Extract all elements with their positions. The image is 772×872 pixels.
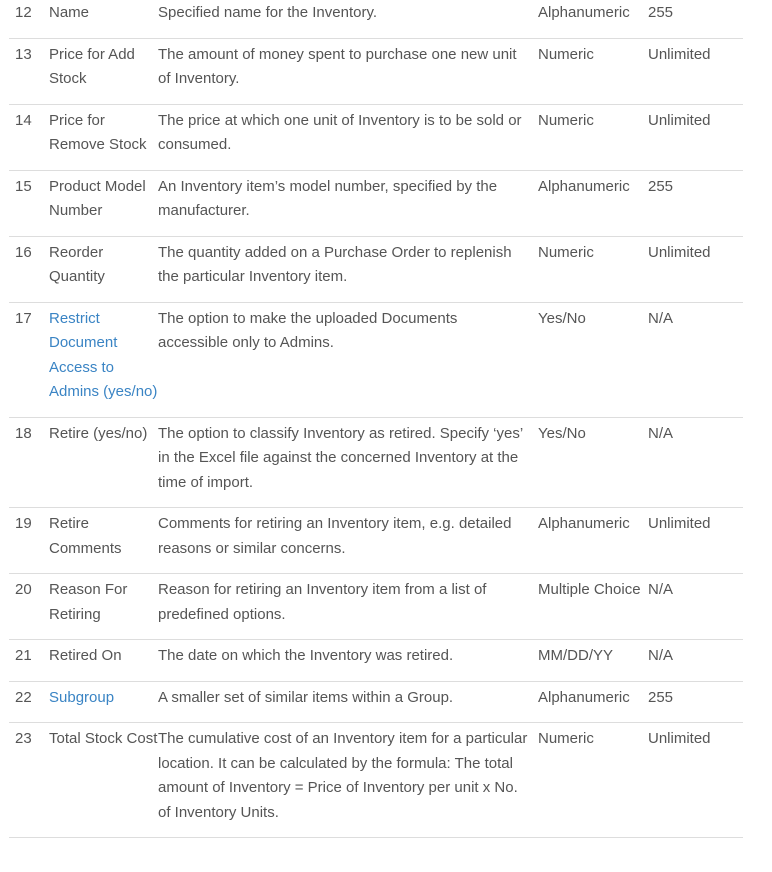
max-length-cell: Unlimited: [648, 723, 743, 838]
row-number-cell: 12: [9, 0, 49, 38]
max-length-cell: Unlimited: [648, 236, 743, 302]
data-type-cell: Numeric: [538, 723, 648, 838]
field-name-link[interactable]: Subgroup: [49, 688, 115, 706]
data-type-cell: MM/DD/YY: [538, 640, 648, 682]
row-number-cell: 16: [9, 236, 49, 302]
max-length-cell: 255: [648, 0, 743, 38]
field-name-cell: Retired On: [49, 640, 158, 682]
row-number-cell: 15: [9, 170, 49, 236]
max-length-cell: Unlimited: [648, 508, 743, 574]
table-row: [9, 104, 743, 170]
table-row: [9, 38, 743, 104]
field-name-link[interactable]: Restrict Document Access to Admins (yes/no): [49, 309, 158, 400]
field-name-cell: [49, 681, 158, 723]
data-type-cell: Yes/No: [538, 302, 648, 417]
field-name-cell: Product Model Number: [49, 170, 158, 236]
data-type-cell: Alphanumeric: [538, 0, 648, 38]
max-length-cell: Unlimited: [648, 104, 743, 170]
row-number-cell: 14: [9, 104, 49, 170]
row-number-cell: 23: [9, 723, 49, 838]
max-length-cell: N/A: [648, 302, 743, 417]
description-cell: The quantity added on a Purchase Order to replenish the particular Inventory item.: [158, 236, 538, 302]
table-row: [9, 681, 743, 723]
max-length-cell: 255: [648, 681, 743, 723]
row-number-cell: 20: [9, 574, 49, 640]
table-row: [9, 236, 743, 302]
row-number-cell: 18: [9, 417, 49, 508]
description-cell: The option to make the uploaded Documents accessible only to Admins.: [158, 302, 538, 417]
description-cell: The cumulative cost of an Inventory item for a particular location. It can be calculated by the formula: The total amount of Inventory = Price of Inventory per unit x No. of Inventory Units.: [158, 723, 538, 838]
description-cell: The amount of money spent to purchase one new unit of Inventory.: [158, 38, 538, 104]
description-cell: The option to classify Inventory as retired. Specify ‘yes’ in the Excel file against the concerned Inventory at the time of import.: [158, 417, 538, 508]
description-cell: Specified name for the Inventory.: [158, 0, 538, 38]
description-cell: An Inventory item’s model number, specified by the manufacturer.: [158, 170, 538, 236]
field-name-cell: Price for Remove Stock: [49, 104, 158, 170]
description-cell: The date on which the Inventory was retired.: [158, 640, 538, 682]
table-row: [9, 302, 743, 417]
row-number-cell: 17: [9, 302, 49, 417]
data-type-cell: Alphanumeric: [538, 508, 648, 574]
table-row: [9, 0, 743, 38]
row-number-cell: 21: [9, 640, 49, 682]
data-type-cell: Numeric: [538, 236, 648, 302]
table-row: [9, 170, 743, 236]
row-number-cell: 19: [9, 508, 49, 574]
max-length-cell: N/A: [648, 640, 743, 682]
field-name-cell: Name: [49, 0, 158, 38]
field-name-cell: Price for Add Stock: [49, 38, 158, 104]
field-name-cell: Reason For Retiring: [49, 574, 158, 640]
table-row: [9, 417, 743, 508]
data-type-cell: Multiple Choice: [538, 574, 648, 640]
row-number-cell: 22: [9, 681, 49, 723]
table-row: [9, 640, 743, 682]
max-length-cell: N/A: [648, 417, 743, 508]
data-type-cell: Alphanumeric: [538, 170, 648, 236]
data-type-cell: Yes/No: [538, 417, 648, 508]
description-cell: The price at which one unit of Inventory is to be sold or consumed.: [158, 104, 538, 170]
table-row: [9, 723, 743, 838]
max-length-cell: Unlimited: [648, 38, 743, 104]
field-name-cell: Reorder Quantity: [49, 236, 158, 302]
field-name-cell: Retire Comments: [49, 508, 158, 574]
max-length-cell: 255: [648, 170, 743, 236]
row-number-cell: 13: [9, 38, 49, 104]
fields-table-body: [9, 0, 743, 838]
max-length-cell: N/A: [648, 574, 743, 640]
description-cell: Comments for retiring an Inventory item, e.g. detailed reasons or similar concerns.: [158, 508, 538, 574]
fields-table: [9, 0, 743, 838]
data-type-cell: Numeric: [538, 38, 648, 104]
data-type-cell: Alphanumeric: [538, 681, 648, 723]
table-row: [9, 508, 743, 574]
field-name-cell: Total Stock Cost: [49, 723, 158, 838]
data-type-cell: Numeric: [538, 104, 648, 170]
description-cell: Reason for retiring an Inventory item from a list of predefined options.: [158, 574, 538, 640]
field-name-cell: [49, 302, 158, 417]
description-cell: A smaller set of similar items within a Group.: [158, 681, 538, 723]
field-name-cell: Retire (yes/no): [49, 417, 158, 508]
table-row: [9, 574, 743, 640]
